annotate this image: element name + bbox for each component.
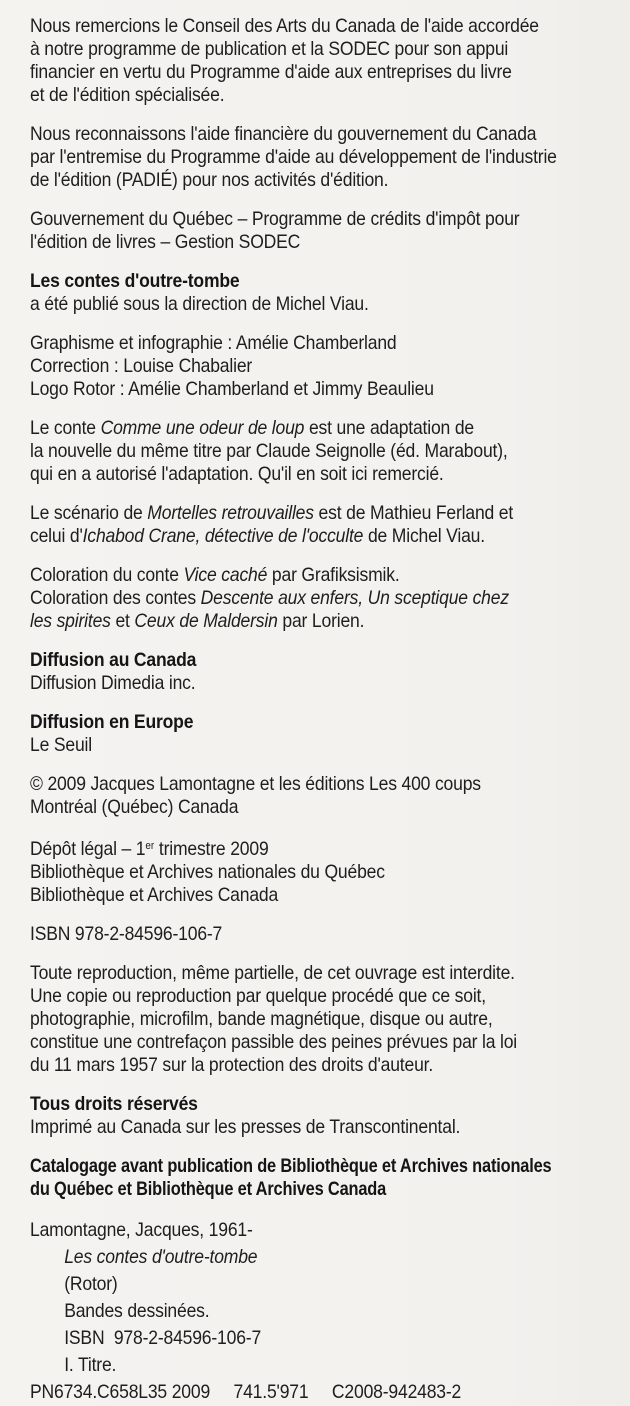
text-run: Le scénario de — [30, 502, 148, 524]
text-run: Graphisme et infographie : Amélie Chamberland — [30, 332, 397, 354]
text-run: (Rotor) — [64, 1273, 118, 1295]
text-line — [30, 525, 554, 548]
text-line — [30, 440, 554, 463]
text-line — [30, 962, 554, 985]
text-run: © 2009 Jacques Lamontagne et les éditions Les 400 coups — [30, 773, 481, 795]
text-run: par l'entremise du Programme d'aide au développement de l'industrie — [30, 146, 557, 168]
logo-credit-line — [30, 378, 554, 401]
copyright-block — [30, 773, 612, 819]
text-run: Diffusion Dimedia inc. — [30, 672, 196, 694]
copyright-line — [30, 773, 554, 796]
credits-block — [30, 332, 612, 401]
text-run: est une adaptation de — [304, 417, 474, 439]
coloration-paragraph — [30, 564, 612, 633]
catalog-series-line — [30, 1271, 554, 1298]
text-line — [30, 417, 554, 440]
italic-text-run: Les contes d'outre-tombe — [64, 1246, 258, 1268]
correction-credit-line — [30, 355, 554, 378]
text-line — [30, 1178, 519, 1201]
diffusion-canada-block — [30, 649, 612, 695]
text-run: Coloration des contes — [30, 587, 201, 609]
reproduction-notice-paragraph — [30, 962, 612, 1077]
cataloguing-record-block — [30, 1217, 612, 1406]
adaptation-paragraph — [30, 417, 612, 486]
text-run: de l'édition (PADIÉ) pour nos activités d'édition. — [30, 169, 389, 191]
page-content — [30, 15, 612, 1406]
text-run: la nouvelle du même titre par Claude Seignolle (éd. Marabout), — [30, 440, 508, 462]
copyright-location-line — [30, 796, 554, 819]
printed-in-line — [30, 1116, 554, 1139]
text-run: photographie, microfilm, bande magnétique, disque ou autre, — [30, 1008, 493, 1030]
quebec-tax-credit-paragraph — [30, 208, 612, 254]
italic-text-run: Descente aux enfers, Un sceptique chez — [200, 587, 509, 609]
bold-text-run: Catalogage avant publication de Bibliothèque et Archives nationales — [30, 1155, 552, 1177]
text-run: Dépôt légal – 1 — [30, 838, 146, 860]
text-run: et — [110, 610, 135, 632]
text-run: Montréal (Québec) Canada — [30, 796, 239, 818]
text-run: Le Seuil — [30, 734, 92, 756]
italic-text-run: Ceux de Maldersin — [134, 610, 278, 632]
text-run: Nous reconnaissons l'aide financière du gouvernement du Canada — [30, 123, 537, 145]
text-run: ISBN 978-2-84596-106-7 — [64, 1327, 262, 1349]
text-line — [30, 564, 554, 587]
catalog-isbn-line — [30, 1325, 554, 1352]
text-run: par Grafiksismik. — [267, 564, 400, 586]
text-run: Gouvernement du Québec – Programme de crédits d'impôt pour — [30, 208, 520, 230]
diffusion-europe-value — [30, 734, 554, 757]
text-line — [30, 1155, 552, 1178]
text-line — [30, 169, 554, 192]
text-line — [30, 985, 554, 1008]
text-line — [30, 123, 554, 146]
text-run: à notre programme de publication et la SODEC pour son appui — [30, 38, 509, 60]
text-run: Correction : Louise Chabalier — [30, 355, 253, 377]
text-run: du 11 mars 1957 sur la protection des droits d'auteur. — [30, 1054, 434, 1076]
text-line — [30, 146, 557, 169]
funding-canada-council-paragraph — [30, 15, 612, 107]
diffusion-europe-block — [30, 711, 612, 757]
text-line — [30, 587, 554, 610]
text-run: Imprimé au Canada sur les presses de Transcontinental. — [30, 1116, 461, 1138]
text-line — [30, 861, 554, 884]
text-run: et de l'édition spécialisée. — [30, 84, 225, 106]
catalog-classification-line — [30, 1379, 554, 1406]
superscript-text-run: er — [145, 840, 155, 852]
text-run: Toute reproduction, même partielle, de cet ouvrage est interdite. — [30, 962, 515, 984]
catalog-titre-line — [30, 1352, 554, 1379]
text-run: est de Mathieu Ferland et — [313, 502, 514, 524]
catalog-title-line — [30, 1244, 554, 1271]
text-run: PN6734.C658L35 2009 741.5'971 C2008-942483-2 — [30, 1381, 462, 1403]
text-run: Bandes dessinées. — [64, 1300, 210, 1322]
italic-text-run: Ichabod Crane, détective de l'occulte — [82, 525, 364, 547]
text-run: Lamontagne, Jacques, 1961- — [30, 1219, 253, 1241]
direction-line — [30, 293, 554, 316]
text-line — [30, 1008, 554, 1031]
text-line — [30, 884, 554, 907]
cataloguing-heading-block — [30, 1155, 612, 1201]
bold-text-run: Les contes d'outre-tombe — [30, 270, 240, 292]
text-run: Bibliothèque et Archives nationales du Québec — [30, 861, 385, 883]
title-and-direction — [30, 270, 612, 316]
text-run: Nous remercions le Conseil des Arts du Canada de l'aide accordée — [30, 15, 539, 37]
text-run: l'édition de livres – Gestion SODEC — [30, 231, 301, 253]
text-run: ISBN 978-2-84596-106-7 — [30, 923, 223, 945]
italic-text-run: les spirites — [30, 610, 111, 632]
text-run: Bibliothèque et Archives Canada — [30, 884, 279, 906]
text-line — [30, 1054, 554, 1077]
text-line — [30, 61, 554, 84]
depot-legal-line — [30, 835, 554, 861]
bold-text-run: Diffusion au Canada — [30, 649, 197, 671]
italic-text-run: Mortelles retrouvailles — [147, 502, 314, 524]
catalog-genre-line — [30, 1298, 554, 1325]
rights-heading — [30, 1093, 554, 1116]
text-line — [30, 502, 554, 525]
bold-text-run: Diffusion en Europe — [30, 711, 194, 733]
text-line — [30, 463, 554, 486]
book-title-line — [30, 270, 554, 293]
text-line — [30, 208, 554, 231]
text-line — [30, 84, 554, 107]
text-line — [30, 1031, 554, 1054]
diffusion-canada-value — [30, 672, 554, 695]
text-run: Logo Rotor : Amélie Chamberland et Jimmy Beaulieu — [30, 378, 434, 400]
text-run: I. Titre. — [64, 1354, 117, 1376]
funding-padie-paragraph — [30, 123, 612, 192]
text-run: celui d' — [30, 525, 83, 547]
italic-text-run: Comme une odeur de loup — [100, 417, 305, 439]
catalog-author-line — [30, 1217, 554, 1244]
text-run: financier en vertu du Programme d'aide aux entreprises du livre — [30, 61, 512, 83]
text-line — [30, 231, 554, 254]
bold-text-run: du Québec et Bibliothèque et Archives Canada — [30, 1178, 387, 1200]
isbn-block — [30, 923, 612, 946]
text-run: trimestre 2009 — [154, 838, 269, 860]
text-run: de Michel Viau. — [363, 525, 485, 547]
diffusion-canada-heading — [30, 649, 554, 672]
text-line — [30, 38, 554, 61]
text-run: Une copie ou reproduction par quelque procédé que ce soit, — [30, 985, 486, 1007]
bold-text-run: Tous droits réservés — [30, 1093, 198, 1115]
text-run: par Lorien. — [277, 610, 365, 632]
text-line — [30, 610, 554, 633]
text-run: Le conte — [30, 417, 101, 439]
text-run: Coloration du conte — [30, 564, 184, 586]
text-run: a été publié sous la direction de Michel Viau. — [30, 293, 369, 315]
italic-text-run: Vice caché — [183, 564, 268, 586]
isbn-line — [30, 923, 554, 946]
text-run: qui en a autorisé l'adaptation. Qu'il en soit ici remercié. — [30, 463, 444, 485]
rights-block — [30, 1093, 612, 1139]
scenario-paragraph — [30, 502, 612, 548]
diffusion-europe-heading — [30, 711, 554, 734]
depot-legal-block — [30, 835, 612, 907]
text-line — [30, 15, 554, 38]
graphisme-credit-line — [30, 332, 554, 355]
text-run: constitue une contrefaçon passible des peines prévues par la loi — [30, 1031, 518, 1053]
